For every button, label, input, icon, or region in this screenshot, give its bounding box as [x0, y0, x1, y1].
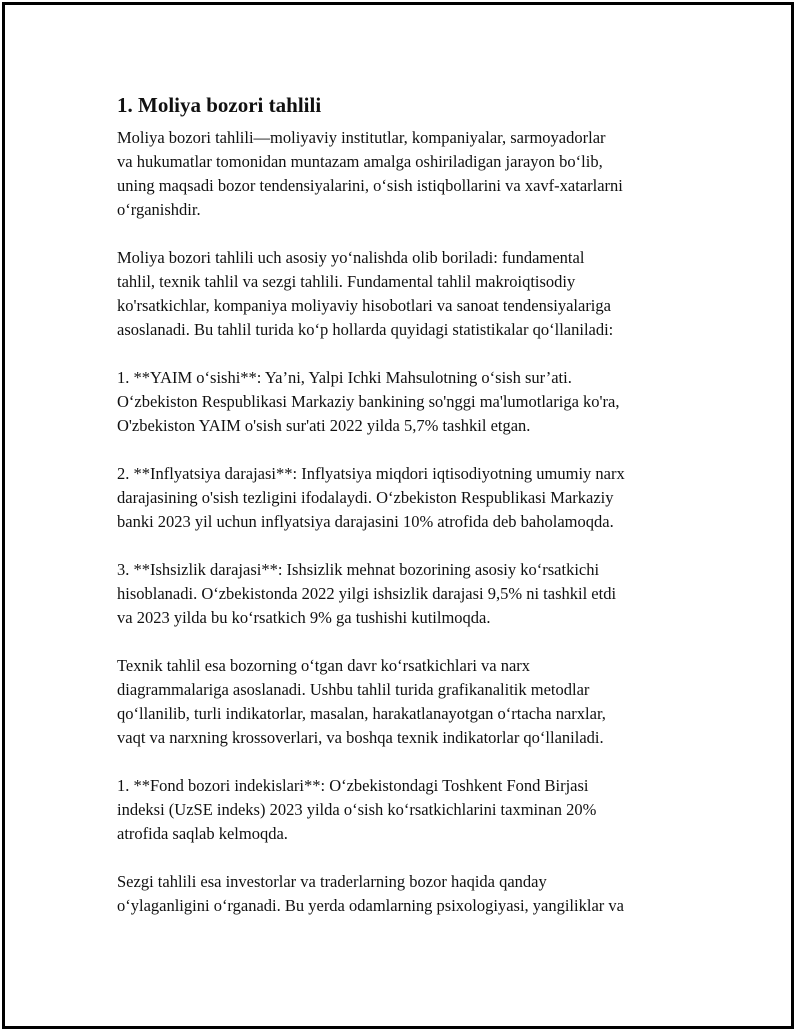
paragraph-intro: Moliya bozori tahlili—moliyaviy institutlar, kompaniyalar, sarmoyadorlar va hukumatlar tomonidan muntazam amalga oshiriladigan jarayon bo‘lib, uning maqsadi bozor tendensiyalarini, o‘sish istiqbollarini va xavf-xatarlarni o‘rganishdir. [117, 128, 623, 219]
paragraph-technical-analysis: Texnik tahlil esa bozorning o‘tgan davr ko‘rsatkichlari va narx diagrammalariga asoslanadi. Ushbu tahlil turida grafikanalitik metodlar qo‘llanilib, turli indikatorlar, masalan, harakatlanayotgan o‘rtacha narxlar, vaqt va narxning krossoverlari, va boshqa texnik indikatorlar qo‘llaniladi. [117, 656, 606, 747]
paragraph-inflation: 2. **Inflyatsiya darajasi**: Inflyatsiya miqdori iqtisodiyotning umumiy narx darajasining o'sish tezligini ifodalaydi. O‘zbekiston Respublikasi Markaziy banki 2023 yil uchun inflyatsiya darajasini 10% atrofida deb baholamoqda. [117, 464, 625, 531]
paragraph-sentiment-analysis: Sezgi tahlili esa investorlar va traderlarning bozor haqida qanday o‘ylaganligini o‘rganadi. Bu yerda odamlarning psixologiyasi, yangiliklar va [117, 872, 624, 915]
paragraph-stock-index: 1. **Fond bozori indekislari**: O‘zbekistondagi Toshkent Fond Birjasi indeksi (UzSE indeks) 2023 yilda o‘sish ko‘rsatkichlarini taxminan 20% atrofida saqlab kelmoqda. [117, 776, 597, 843]
section-title: 1. Moliya bozori tahlili [117, 93, 322, 117]
document-body [117, 92, 697, 942]
paragraph-gdp-growth: 1. **YAIM o‘sishi**: Ya’ni, Yalpi Ichki Mahsulotning o‘sish sur’ati. O‘zbekiston Respublikasi Markaziy bankining so'nggi ma'lumotlariga ko'ra, O'zbekiston YAIM o'sish sur'ati 2022 yilda 5,7% tashkil etgan. [117, 368, 620, 435]
paragraph-directions: Moliya bozori tahlili uch asosiy yo‘nalishda olib boriladi: fundamental tahlil, texnik tahlil va sezgi tahlili. Fundamental tahlil makroiqtisodiy ko'rsatkichlar, kompaniya moliyaviy hisobotlari va sanoat tendensiyalariga asoslanadi. Bu tahlil turida ko‘p hollarda quyidagi statistikalar qo‘llaniladi: [117, 248, 614, 339]
paragraph-unemployment: 3. **Ishsizlik darajasi**: Ishsizlik mehnat bozorining asosiy ko‘rsatkichi hisoblanadi. O‘zbekistonda 2022 yilgi ishsizlik darajasi 9,5% ni tashkil etdi va 2023 yilda bu ko‘rsatkich 9% ga tushishi kutilmoqda. [117, 560, 617, 627]
